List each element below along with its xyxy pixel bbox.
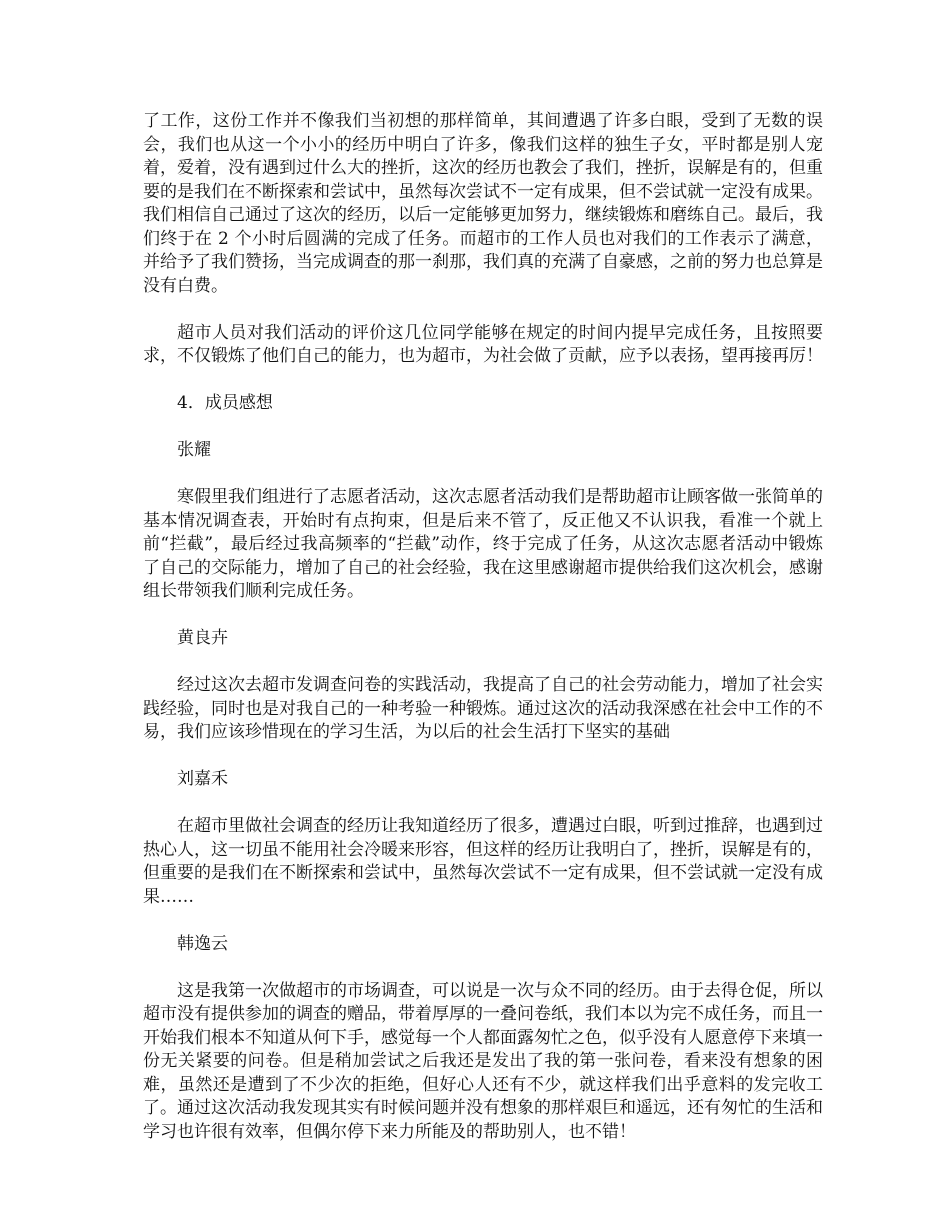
member-text-1: 寒假里我们组进行了志愿者活动，这次志愿者活动我们是帮助超市让顾客做一张简单的基本情况调查表，开始时有点拘束，但是后来不管了，反正他又不认识我，看准一个就上前“拦截”，最后经过我高频率的“拦截”动作，终于完成了任务，从这次志愿者活动中锻炼了自己的交际能力，增加了自己的社会经验，我在这里感谢超市提供给我们这次机会，感谢组长带领我们顺利完成任务。 — [143, 487, 823, 601]
member-text-3: 在超市里做社会调查的经历让我知道经历了很多，遭遇过白眼，听到过推辞，也遇到过热心人，这一切虽不能用社会冷暖来形容，但这样的经历让我明白了，挫折，误解是有的，但重要的是我们在不断探索和尝试中，虽然每次尝试不一定有成果，但不尝试就一定没有成果…… — [143, 816, 823, 907]
member-name-3: 刘嘉禾 — [177, 769, 228, 789]
member-text-2: 经过这次去超市发调查问卷的实践活动，我提高了自己的社会劳动能力，增加了社会实践经验，同时也是对我自己的一种考验一种锻炼。通过这次的活动我深感在社会中工作的不易，我们应该珍惜现在的学习生活，为以后的社会生活打下坚实的基础 — [143, 675, 823, 742]
member-name-4: 韩逸云 — [177, 933, 228, 954]
member-name-1: 张耀 — [177, 440, 211, 460]
member-text-4: 这是我第一次做超市的市场调查，可以说是一次与众不同的经历。由于去得仓促，所以超市没有提供参加的调查的赠品，带着厚厚的一叠问卷纸，我们本以为完不成任务，而且一开始我们根本不知道从何下手，感觉每一个人都面露匆忙之色，似乎没有人愿意停下来填一份无关紧要的问卷。但是稍加尝试之后我还是发出了我的第一张问卷，看来没有想象的困难，虽然还是遭到了不少次的拒绝，但好心人还有不少，就这样我们出乎意料的发完收工了。通过这次活动我发现其实有时候问题并没有想象的那样艰巨和遥远，还有匆忙的生活和学习也许很有效率，但偶尔停下来力所能及的帮助别人，也不错！ — [143, 980, 823, 1142]
intro-paragraph-continued: 了工作，这份工作并不像我们当初想的那样简单，其间遭遇了许多白眼，受到了无数的误会，我们也从这一个小小的经历中明白了许多，像我们这样的独生子女，平时都是别人宠着，爱着，没有遇到过什么大的挫折，这次的经历也教会了我们，挫折，误解是有的，但重要的是我们在不断探索和尝试中，虽然每次尝试不一定有成果，但不尝试就一定没有成果。我们相信自己通过了这次的经历，以后一定能够更加努力，继续锻炼和磨练自己。最后，我们终于在 2 个小时后圆满的完成了任务。而超市的工作人员也对我们的工作表示了满意，并给予了我们赞扬，当完成调查的那一刹那，我们真的充满了自豪感，之前的努力也总算是没有白费。 — [143, 111, 823, 296]
member-name-2: 黄良卉 — [177, 628, 228, 648]
document-page — [143, 110, 823, 1168]
section-heading-member-thoughts: 4．成员感想 — [177, 393, 273, 413]
supermarket-evaluation-paragraph: 超市人员对我们活动的评价这几位同学能够在规定的时间内提早完成任务，且按照要求，不仅锻炼了他们自己的能力，也为超市，为社会做了贡献，应予以表扬，望再接再厉！ — [143, 322, 823, 366]
